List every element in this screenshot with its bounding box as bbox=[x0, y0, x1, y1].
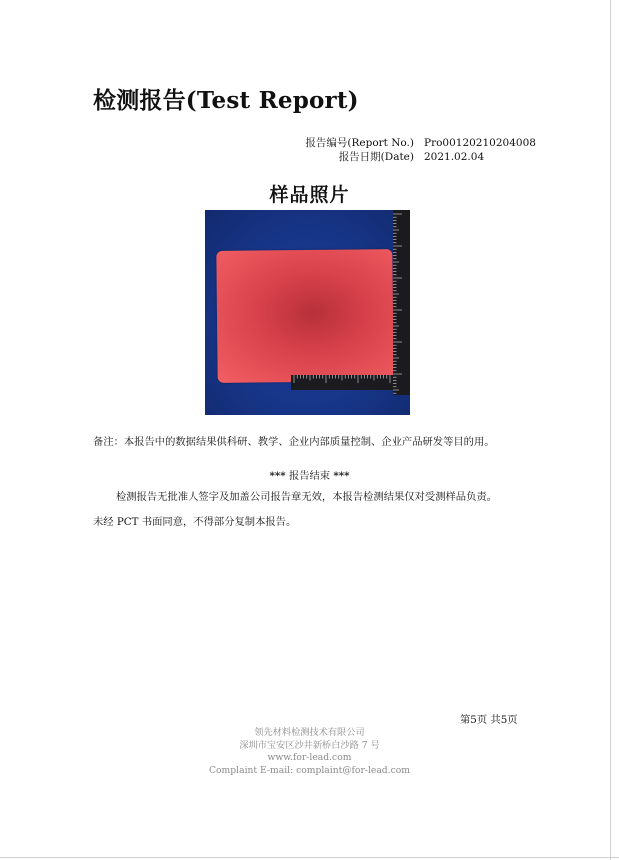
end-stars-right: *** bbox=[333, 470, 350, 482]
footer-website: www.for-lead.com bbox=[267, 752, 352, 763]
sample-photo bbox=[205, 210, 410, 415]
ruler-horizontal bbox=[291, 375, 393, 390]
report-number-label: 报告编号(Report No.) bbox=[305, 137, 414, 149]
report-number-row bbox=[300, 136, 540, 150]
section-title: 样品照片 bbox=[269, 184, 350, 206]
report-meta bbox=[300, 136, 540, 164]
report-date-row bbox=[300, 150, 540, 164]
report-number-value: Pro00120210204008 bbox=[424, 137, 536, 149]
footer bbox=[0, 727, 619, 777]
sample-pad bbox=[216, 249, 393, 383]
report-date-value: 2021.02.04 bbox=[424, 151, 485, 163]
end-stars-left: *** bbox=[269, 470, 286, 482]
end-text: 报告结束 bbox=[288, 470, 331, 482]
footer-complaint-email: Complaint E-mail: complaint@for-lead.com bbox=[209, 764, 410, 776]
page-number: 第5页 共5页 bbox=[460, 714, 518, 726]
validity-statement: 检测报告无批准人签字及加盖公司报告章无效，本报告检测结果仅对受测样品负责。 bbox=[116, 491, 497, 503]
footer-address: 深圳市宝安区沙井新桥白沙路 7 号 bbox=[239, 739, 380, 751]
footer-company: 领先材料检测技术有限公司 bbox=[254, 727, 365, 738]
ruler-vertical bbox=[393, 210, 410, 395]
report-date-label: 报告日期(Date) bbox=[338, 151, 414, 163]
copy-restriction-statement: 未经 PCT 书面同意，不得部分复制本报告。 bbox=[93, 516, 297, 528]
remark-note: 备注：本报告中的数据结果供科研、教学、企业内部质量控制、企业产品研发等目的用。 bbox=[93, 436, 495, 448]
page-edge-bottom bbox=[0, 857, 619, 858]
report-title: 检测报告(Test Report) bbox=[93, 87, 359, 114]
report-end-mark bbox=[0, 467, 619, 482]
